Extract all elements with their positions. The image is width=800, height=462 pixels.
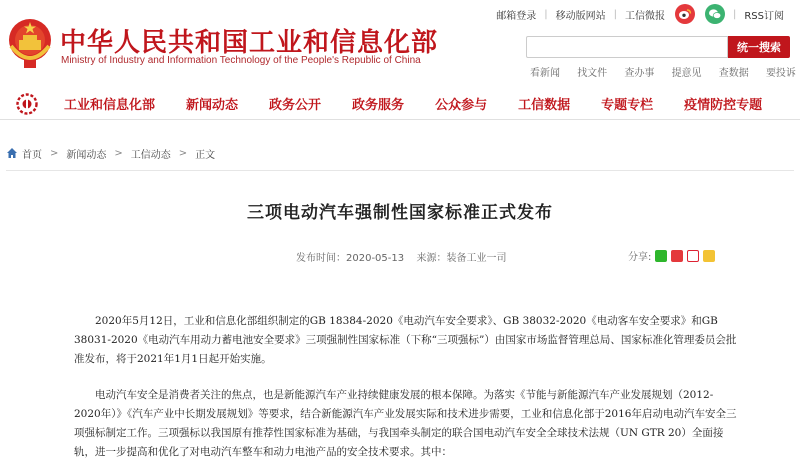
article-title: 三项电动汽车强制性国家标准正式发布: [247, 203, 553, 223]
breadcrumb-separator: >: [114, 147, 123, 159]
quick-link-data[interactable]: 查数据: [718, 68, 749, 79]
quick-link-complaint[interactable]: 要投诉: [765, 68, 796, 79]
divider: |: [544, 8, 548, 20]
breadcrumb-separator: >: [50, 147, 59, 159]
main-nav: [0, 86, 800, 120]
search-input[interactable]: [526, 36, 728, 58]
quick-link-feedback[interactable]: 提意见: [671, 68, 702, 79]
share-pdf-icon[interactable]: [687, 250, 699, 262]
article-meta: [296, 249, 507, 264]
wechat-icon[interactable]: [705, 4, 725, 24]
divider: |: [732, 8, 737, 20]
nav-item-gov-services[interactable]: 政务服务: [352, 97, 405, 113]
publish-time: 发布时间：2020-05-13: [296, 253, 405, 264]
weibo-icon[interactable]: [675, 4, 695, 24]
site-title: 中华人民共和国工业和信息化部: [60, 28, 439, 58]
nav-item-data[interactable]: 工信数据: [518, 97, 571, 113]
national-emblem-icon: [6, 14, 54, 70]
nav-item-gov-affairs-public[interactable]: 政务公开: [269, 97, 322, 113]
top-links: [496, 6, 784, 22]
article-source: 来源：装备工业一司: [416, 253, 507, 264]
quick-link-news[interactable]: 看新闻: [530, 68, 560, 79]
breadcrumb-current: 正文: [195, 149, 216, 161]
site-subtitle: Ministry of Industry and Information Technology of the People's Republic of China: [61, 55, 421, 66]
breadcrumb: [6, 146, 215, 160]
nav-item-public-participation[interactable]: 公众参与: [435, 97, 488, 113]
divider: |: [613, 8, 617, 20]
quick-links: [530, 64, 796, 79]
mail-login-link[interactable]: 邮箱登录: [496, 10, 537, 22]
share-bar: [628, 248, 715, 263]
site-header: [0, 0, 800, 86]
breadcrumb-home[interactable]: 首页: [22, 149, 42, 161]
divider: [6, 170, 794, 171]
weibo-report-link[interactable]: 工信微报: [624, 10, 665, 22]
article-paragraph: 2020年5月12日，工业和信息化部组织制定的GB 18384-2020《电动汽车安全要求》、GB 38032-2020《电动客车安全要求》和GB 38031-2020《电动汽车用动力蓄电池安全要求》三项强制性国家标准（下称“三项强标”）由国家市场监督管理总局、国家标准化管理委员会批准发布，将于2021年1月1日起开始实施。: [74, 315, 737, 365]
home-icon: [6, 147, 18, 159]
breadcrumb-news[interactable]: 新闻动态: [66, 149, 107, 161]
article-paragraph: 电动汽车安全是消费者关注的焦点，也是新能源汽车产业持续健康发展的根本保障。为落实《节能与新能源汽车产业发展规划（2012-2020年）》《汽车产业中长期发展规划》等要求，结合新能源汽车产业发展实际和技术进步需要，工业和信息化部于2016年启动电动汽车安全三项强标制定工作。三项强标以我国原有推荐性国家标准为基础，与我国牵头制定的联合国电动汽车安全全球技术法规（UN GTR 20）全面接轨，进一步提高和优化了对电动汽车整车和动力电池产品的安全技术要求。其中：: [74, 389, 737, 458]
search-button[interactable]: 统一搜索: [728, 36, 790, 58]
share-qzone-icon[interactable]: [703, 250, 715, 262]
nav-item-ministry[interactable]: 工业和信息化部: [64, 97, 156, 113]
nav-item-news[interactable]: 新闻动态: [186, 97, 239, 113]
nav-item-epidemic[interactable]: 疫情防控专题: [684, 97, 763, 113]
share-wechat-icon[interactable]: [655, 250, 667, 262]
ministry-logo-icon: [16, 93, 38, 115]
share-label: 分享:: [628, 252, 652, 263]
rss-link[interactable]: RSS订阅: [744, 10, 784, 22]
quick-link-files[interactable]: 找文件: [577, 68, 608, 79]
quick-link-services[interactable]: 查办事: [624, 68, 655, 79]
breadcrumb-industry-news[interactable]: 工信动态: [130, 149, 171, 161]
mobile-site-link[interactable]: 移动版网站: [555, 10, 606, 22]
nav-item-special-topics[interactable]: 专题专栏: [601, 97, 654, 113]
breadcrumb-separator: >: [178, 147, 188, 159]
share-weibo-icon[interactable]: [671, 250, 683, 262]
